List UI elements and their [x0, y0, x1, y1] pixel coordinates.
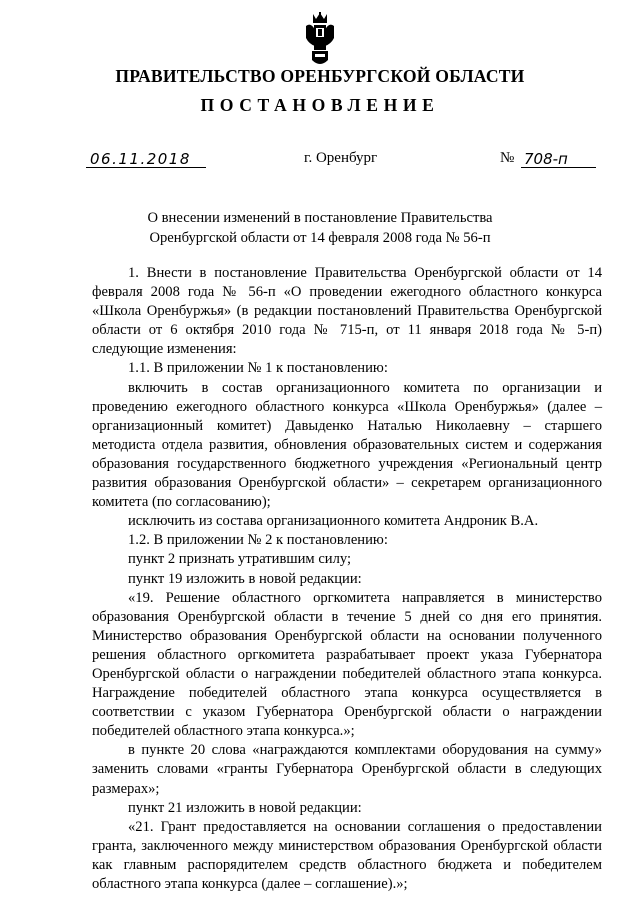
paragraph-9: в пункте 20 слова «награждаются комплектами оборудования на сумму» заменить словами «гранты Губернатора Оренбургской области в следующих размерах»;	[92, 742, 602, 797]
document-date: 06.11.2018	[90, 150, 191, 168]
document-body	[92, 264, 602, 894]
number-underline	[521, 167, 596, 168]
paragraph-11: «21. Грант предоставляется на основании соглашения о предоставлении гранта, заключенного между министерством образования Оренбургской области как главным распорядителем средств областного бюджета и победителем областного этапа конкурса (далее – соглашение).»;	[92, 818, 602, 892]
organization-name: ПРАВИТЕЛЬСТВО ОРЕНБУРГСКОЙ ОБЛАСТИ	[115, 66, 525, 86]
paragraph-4: исключить из состава организационного комитета Андроник В.А.	[128, 513, 539, 530]
paragraph-10: пункт 21 изложить в новой редакции:	[128, 799, 362, 816]
document-number-label: №	[500, 150, 515, 166]
document-city: г. Оренбург	[304, 150, 378, 166]
paragraph-1: 1. Внести в постановление Правительства Оренбургской области от 14 февраля 2008 года № 56-п «О проведении ежегодного областного конкурса «Школа Оренбуржья» (в редакции постановлений Правительства Оренбургской области от 6 октября 2010 года № 715-п, от 11 января 2018 года № 5-п) следующие изменения:	[92, 265, 602, 358]
coat-of-arms-icon	[303, 12, 337, 68]
paragraph-3: включить в состав организационного комитета по организации и проведению ежегодного областного конкурса «Школа Оренбуржья» (далее – организационный комитет) Давыденко Наталью Николаевну – старшего методиста отдела развития, обновления образовательных систем и содержания образования государственного бюджетного учреждения «Региональный центр развития образования Оренбургской области» – секретарем организационного комитета (по согласованию);	[92, 379, 602, 511]
subject-line-1: О внесении изменений в постановление Правительства	[147, 210, 493, 226]
subject-line-2: Оренбургской области от 14 февраля 2008 года № 56-п	[149, 230, 491, 246]
document-subject	[0, 208, 640, 248]
date-underline	[86, 167, 206, 168]
paragraph-8: «19. Решение областного оргкомитета направляется в министерство образования Оренбургской области в течение 5 дней со дня его принятия. Министерство образования Оренбургской области на основании полученного решения областного оргкомитета разрабатывает проект указа Губернатора Оренбургской области о награждении победителей областного этапа конкурса. Награждение победителей областного этапа конкурса осуществляется в соответствии с указом Губернатора Оренбургской области о награждении победителей областного этапа конкурса.»;	[92, 589, 602, 740]
document-type: ПОСТАНОВЛЕНИЕ	[200, 95, 440, 115]
paragraph-5: 1.2. В приложении № 2 к постановлению:	[128, 532, 388, 549]
paragraph-7: пункт 19 изложить в новой редакции:	[128, 570, 362, 587]
paragraph-2: 1.1. В приложении № 1 к постановлению:	[128, 360, 388, 377]
document-number: 708-п	[524, 150, 568, 168]
paragraph-6: пункт 2 признать утратившим силу;	[128, 551, 352, 568]
